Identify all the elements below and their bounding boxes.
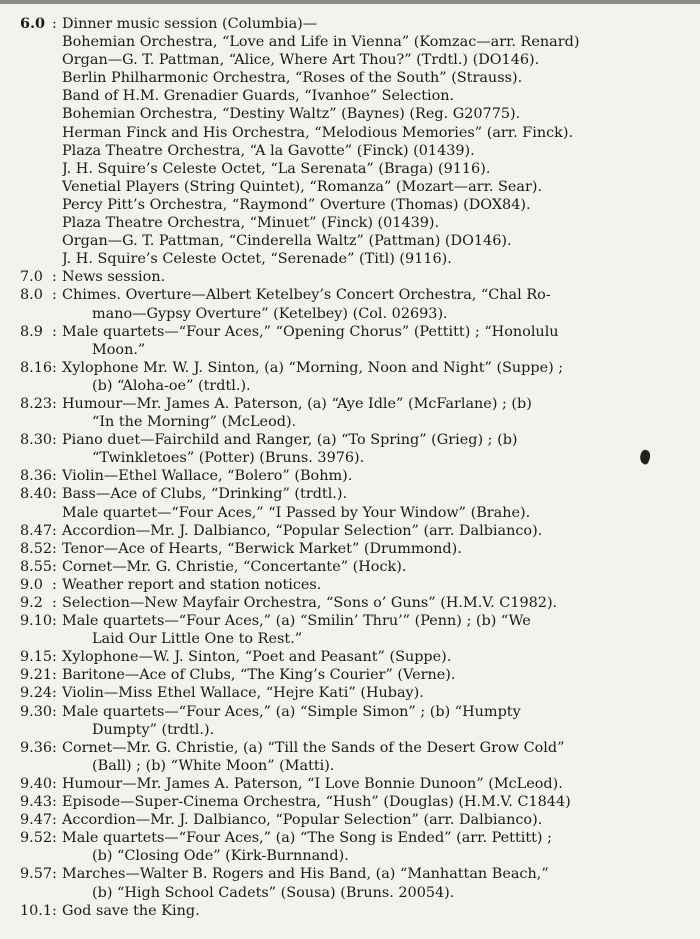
entry-time: 8.36 bbox=[20, 468, 53, 485]
entry-line: Chimes. Overture—Albert Ketelbey’s Concert Orchestra, “Chal Ro- bbox=[62, 287, 551, 304]
entry-line: Male quartets—“Four Aces,” (a) “Smilin’ Thru’” (Penn) ; (b) “We bbox=[62, 613, 531, 630]
entry-time: 9.47 bbox=[20, 812, 53, 829]
programme-entry bbox=[0, 467, 700, 485]
entry-separator: : bbox=[52, 902, 57, 919]
entry-line: Dinner music session (Columbia)— bbox=[62, 16, 318, 32]
entry-line: Accordion—Mr. J. Dalbianco, “Popular Selection” (arr. Dalbianco). bbox=[62, 812, 543, 829]
entry-time: 9.21 bbox=[20, 667, 53, 684]
entry-time: 8.9 bbox=[20, 323, 43, 340]
entry-separator: : bbox=[52, 540, 57, 557]
entry-time: 8.16 bbox=[20, 359, 53, 376]
entry-line: Weather report and station notices. bbox=[62, 576, 322, 593]
programme-entry bbox=[0, 865, 700, 901]
programme-entry bbox=[0, 793, 700, 811]
entry-time: 7.0 bbox=[20, 269, 43, 286]
programme-entry bbox=[0, 286, 700, 322]
entry-line: Plaza Theatre Orchestra, “Minuet” (Finck) (01439). bbox=[62, 215, 440, 232]
entry-line: (b) “Closing Ode” (Kirk-Burnnand). bbox=[92, 848, 349, 865]
entry-line: Violin—Ethel Wallace, “Bolero” (Bohm). bbox=[62, 468, 353, 485]
entry-text bbox=[62, 286, 700, 322]
entry-line: Selection—New Mayfair Orchestra, “Sons o’ Guns” (H.M.V. C1982). bbox=[62, 595, 558, 611]
entry-line: Episode—Super-Cinema Orchestra, “Hush” (Douglas) (H.M.V. C1844) bbox=[62, 794, 571, 811]
programme-entry bbox=[0, 666, 700, 684]
entry-text bbox=[62, 811, 700, 829]
entry-text bbox=[62, 684, 700, 702]
entry-line: Bohemian Orchestra, “Destiny Waltz” (Baynes) (Reg. G20775). bbox=[62, 106, 521, 123]
entry-separator: : bbox=[52, 269, 57, 286]
entry-separator: : bbox=[52, 432, 57, 449]
entry-separator: : bbox=[52, 287, 57, 304]
entry-separator: : bbox=[52, 812, 57, 829]
programme-entry bbox=[0, 485, 700, 503]
entry-separator: : bbox=[52, 830, 57, 847]
programme-entry bbox=[0, 504, 700, 522]
programme-entry bbox=[0, 359, 700, 395]
entry-line: (b) “Aloha-oe” (trdtl.). bbox=[92, 377, 251, 394]
entry-separator: : bbox=[52, 703, 57, 720]
entry-text bbox=[62, 15, 700, 268]
entry-line: J. H. Squire’s Celeste Octet, “Serenade” (Titl) (9116). bbox=[62, 251, 452, 268]
entry-separator: : bbox=[52, 613, 57, 630]
entry-separator: : bbox=[52, 522, 57, 539]
entry-time: 9.36 bbox=[20, 739, 53, 756]
entry-line: Male quartets—“Four Aces,” “Opening Chorus” (Pettitt) ; “Honolulu bbox=[62, 323, 559, 340]
entry-line: Laid Our Little One to Rest.” bbox=[92, 631, 303, 648]
entry-text bbox=[62, 865, 700, 901]
entry-line: Dumpty” (trdtl.). bbox=[92, 721, 215, 738]
entry-line: Baritone—Ace of Clubs, “The King’s Courier” (Verne). bbox=[62, 667, 456, 684]
entry-text bbox=[62, 775, 700, 793]
entry-time: 9.40 bbox=[20, 775, 53, 792]
entry-line: Violin—Miss Ethel Wallace, “Hejre Kati” (Hubay). bbox=[62, 685, 424, 702]
entry-text bbox=[62, 612, 700, 648]
entry-time: 9.24 bbox=[20, 685, 53, 702]
entry-time: 8.52 bbox=[20, 540, 53, 557]
entry-line: “In the Morning” (McLeod). bbox=[92, 414, 297, 431]
entry-time: 9.52 bbox=[20, 830, 53, 847]
programme-entry bbox=[0, 775, 700, 793]
programme-entry bbox=[0, 811, 700, 829]
programme-entry bbox=[0, 902, 700, 920]
entry-time: 9.0 bbox=[20, 576, 43, 593]
programme-entry bbox=[0, 540, 700, 558]
programme-entry bbox=[0, 594, 700, 612]
entry-line: (b) “High School Cadets” (Sousa) (Bruns. 20054). bbox=[92, 884, 455, 901]
programme-entry bbox=[0, 648, 700, 666]
entry-time: 9.30 bbox=[20, 703, 53, 720]
entry-separator: : bbox=[52, 323, 57, 340]
entry-text bbox=[62, 576, 700, 594]
entry-separator: : bbox=[52, 739, 57, 756]
entry-line: Humour—Mr. James A. Paterson, “I Love Bonnie Dunoon” (McLeod). bbox=[62, 775, 563, 792]
entry-time: 6.0 bbox=[20, 15, 46, 32]
entry-time: 9.57 bbox=[20, 866, 53, 883]
entry-separator: : bbox=[52, 595, 57, 611]
entry-separator: : bbox=[52, 16, 57, 32]
entry-line: Accordion—Mr. J. Dalbianco, “Popular Selection” (arr. Dalbianco). bbox=[62, 522, 543, 539]
entry-time: 9.43 bbox=[20, 794, 53, 811]
entry-time: 9.15 bbox=[20, 649, 53, 666]
programme-entry bbox=[0, 739, 700, 775]
entry-line: Venetial Players (String Quintet), “Romanza” (Mozart—arr. Sear). bbox=[62, 178, 543, 195]
entry-line: Marches—Walter B. Rogers and His Band, (a) “Manhattan Beach,” bbox=[62, 866, 549, 883]
entry-text bbox=[62, 703, 700, 739]
entry-line: Cornet—Mr. G. Christie, (a) “Till the Sands of the Desert Grow Cold” bbox=[62, 739, 565, 756]
entry-line: Tenor—Ace of Hearts, “Berwick Market” (Drummond). bbox=[62, 540, 462, 557]
entry-separator: : bbox=[52, 395, 57, 412]
entry-time: 8.23 bbox=[20, 395, 53, 412]
entry-time: 8.55 bbox=[20, 558, 53, 575]
entry-text bbox=[62, 431, 700, 467]
entry-text bbox=[62, 793, 700, 811]
entry-text bbox=[62, 323, 700, 359]
entry-separator: : bbox=[52, 685, 57, 702]
top-rule bbox=[0, 0, 700, 4]
programme-entry bbox=[0, 558, 700, 576]
entry-text bbox=[62, 504, 700, 522]
entry-separator: : bbox=[52, 468, 57, 485]
entry-text bbox=[62, 485, 700, 503]
entry-separator: : bbox=[52, 558, 57, 575]
entry-time: 8.30 bbox=[20, 432, 53, 449]
programme-entry bbox=[0, 612, 700, 648]
entry-separator: : bbox=[52, 775, 57, 792]
entry-separator: : bbox=[52, 486, 57, 503]
programme-entry bbox=[0, 15, 700, 268]
entry-line: News session. bbox=[62, 269, 166, 286]
entry-time: 8.40 bbox=[20, 486, 53, 503]
entry-time: 9.10 bbox=[20, 613, 53, 630]
programme-entry bbox=[0, 703, 700, 739]
entry-line: Humour—Mr. James A. Paterson, (a) “Aye Idle” (McFarlane) ; (b) bbox=[62, 395, 532, 412]
entry-separator: : bbox=[52, 649, 57, 666]
entry-time: 10.1 bbox=[20, 902, 53, 919]
entry-text bbox=[62, 395, 700, 431]
entry-time: 8.47 bbox=[20, 522, 53, 539]
entry-text bbox=[62, 594, 700, 612]
programme-entry bbox=[0, 684, 700, 702]
entry-line: J. H. Squire’s Celeste Octet, “La Serenata” (Braga) (9116). bbox=[62, 160, 491, 177]
entry-separator: : bbox=[52, 794, 57, 811]
entry-line: “Twinkletoes” (Potter) (Bruns. 3976). bbox=[92, 450, 365, 467]
entry-line: Organ—G. T. Pattman, “Alice, Where Art Thou?” (Trdtl.) (DO146). bbox=[62, 52, 540, 69]
entry-line: (Ball) ; (b) “White Moon” (Matti). bbox=[92, 757, 335, 774]
programme-entry bbox=[0, 395, 700, 431]
entry-line: God save the King. bbox=[62, 902, 200, 919]
entry-text bbox=[62, 467, 700, 485]
entry-text bbox=[62, 648, 700, 666]
entry-line: Bass—Ace of Clubs, “Drinking” (trdtl.). bbox=[62, 486, 348, 503]
programme-entry bbox=[0, 522, 700, 540]
entry-text bbox=[62, 829, 700, 865]
entry-line: Herman Finck and His Orchestra, “Melodious Memories” (arr. Finck). bbox=[62, 124, 574, 141]
entry-time: 8.0 bbox=[20, 287, 43, 304]
entry-line: Male quartets—“Four Aces,” (a) “The Song is Ended” (arr. Pettitt) ; bbox=[62, 830, 552, 847]
programme-entry bbox=[0, 431, 700, 467]
entry-line: Moon.” bbox=[92, 341, 146, 358]
programme-entry bbox=[0, 829, 700, 865]
entry-line: Bohemian Orchestra, “Love and Life in Vienna” (Komzac—arr. Renard) bbox=[62, 34, 580, 51]
entry-text bbox=[62, 902, 700, 920]
entry-text bbox=[62, 540, 700, 558]
entry-separator: : bbox=[52, 667, 57, 684]
entry-time: 9.2 bbox=[20, 595, 43, 611]
entry-line: Male quartet—“Four Aces,” “I Passed by Your Window” (Brahe). bbox=[62, 504, 531, 521]
programme-entry bbox=[0, 323, 700, 359]
entry-line: Plaza Theatre Orchestra, “A la Gavotte” (Finck) (01439). bbox=[62, 142, 475, 159]
entry-line: mano—Gypsy Overture” (Ketelbey) (Col. 02693). bbox=[92, 305, 448, 322]
programme-entry bbox=[0, 576, 700, 594]
entry-text bbox=[62, 739, 700, 775]
entry-line: Xylophone—W. J. Sinton, “Poet and Peasant” (Suppe). bbox=[62, 649, 452, 666]
entry-separator: : bbox=[52, 576, 57, 593]
entry-line: Piano duet—Fairchild and Ranger, (a) “To Spring” (Grieg) ; (b) bbox=[62, 432, 518, 449]
programme-listing bbox=[0, 15, 700, 920]
programme-entry bbox=[0, 268, 700, 286]
entry-separator: : bbox=[52, 866, 57, 883]
entry-separator: : bbox=[52, 359, 57, 376]
entry-line: Male quartets—“Four Aces,” (a) “Simple Simon” ; (b) “Humpty bbox=[62, 703, 521, 720]
entry-line: Xylophone Mr. W. J. Sinton, (a) “Morning, Noon and Night” (Suppe) ; bbox=[62, 359, 564, 376]
entry-text bbox=[62, 558, 700, 576]
entry-text bbox=[62, 666, 700, 684]
entry-line: Band of H.M. Grenadier Guards, “Ivanhoe” Selection. bbox=[62, 88, 455, 105]
entry-text bbox=[62, 268, 700, 286]
entry-line: Berlin Philharmonic Orchestra, “Roses of the South” (Strauss). bbox=[62, 70, 523, 87]
entry-line: Percy Pitt’s Orchestra, “Raymond” Overture (Thomas) (DOX84). bbox=[62, 196, 531, 213]
entry-text bbox=[62, 359, 700, 395]
entry-line: Organ—G. T. Pattman, “Cinderella Waltz” (Pattman) (DO146). bbox=[62, 233, 512, 250]
entry-line: Cornet—Mr. G. Christie, “Concertante” (Hock). bbox=[62, 558, 407, 575]
entry-text bbox=[62, 522, 700, 540]
